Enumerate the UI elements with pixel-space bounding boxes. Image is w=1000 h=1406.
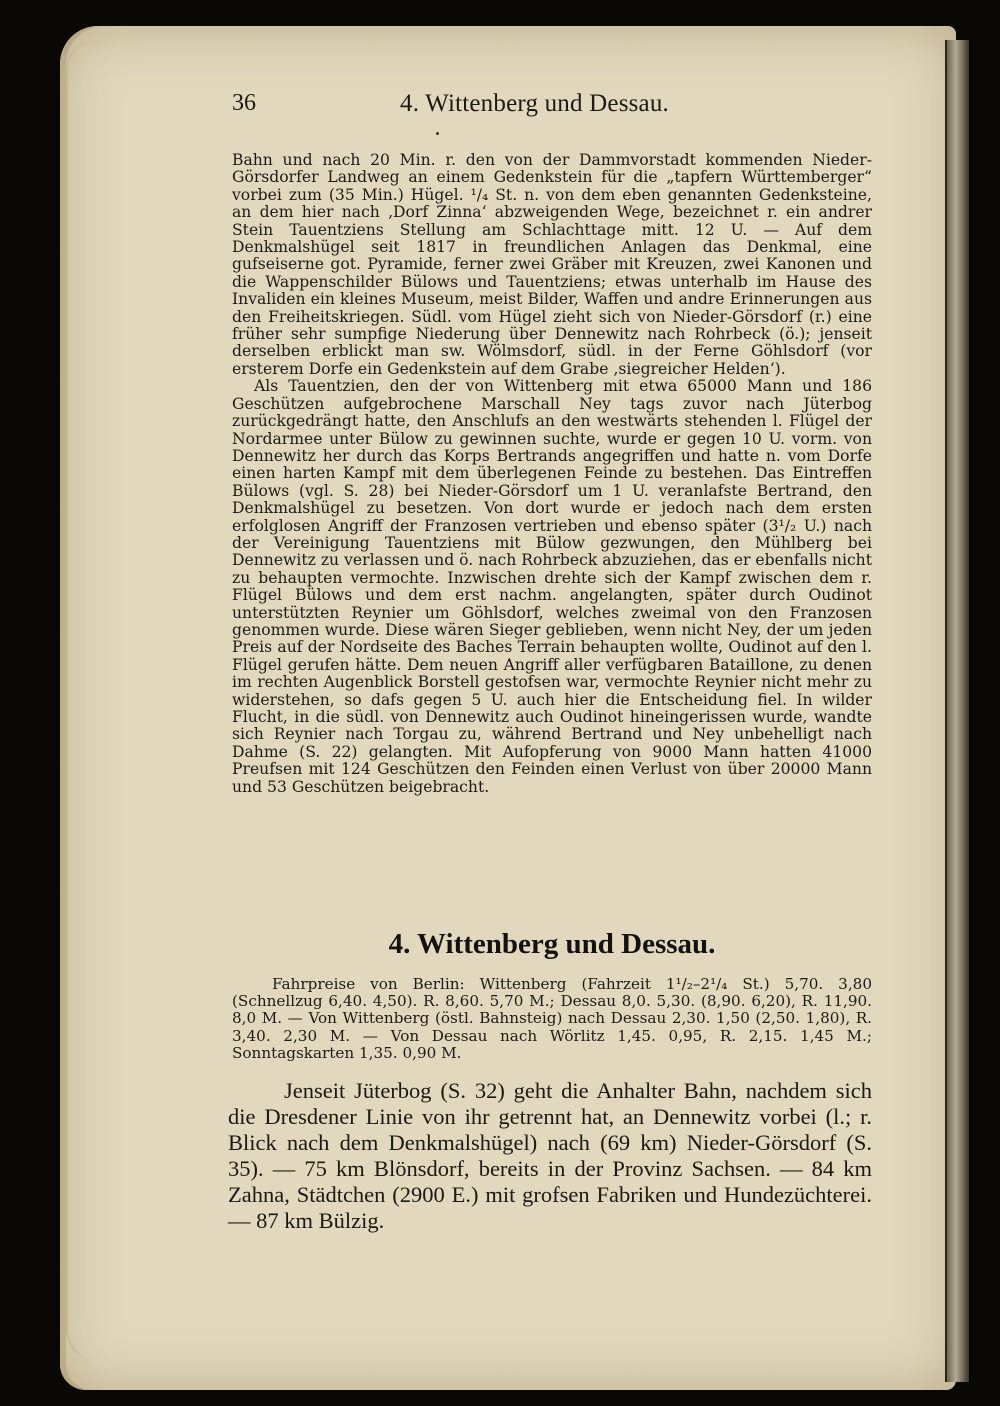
paragraph-memorial: Bahn und nach 20 Min. r. den von der Dammvorstadt kommenden Nieder-Görsdorfer Landweg an einem Gedenkstein für die „tapfern Württemberger“ vorbei zum (35 Min.) Hügel. ¹/₄ St. n. von dem eben genannten Gedenksteine, an dem hier nach ‚Dorf Zinna‘ abzweigenden Wege, bezeichnet r. ein andrer Stein Tauentziens Stellung am Schlachttage mitt. 12 U. — Auf dem Denkmalshügel seit 1817 in freundlichen Anlagen das Denkmal, eine gufseiserne got. Pyramide, ferner zwei Gräber mit Kreuzen, zwei Kanonen und die Wappenschilder Bülows und Tauentziens; etwas unterhalb im Hause des Invaliden ein kleines Museum, meist Bilder, Waffen und andre Erinnerungen aus den Freiheitskriegen. Südl. vom Hügel zieht sich von Nieder-Görsdorf (r.) eine früher sehr sumpfige Niederung über Dennewitz nach Rohrbeck (ö.); jenseit derselben erblickt man sw. Wölmsdorf, südl. in der Ferne Göhlsdorf (vor ersterem Dorfe ein Gedenkstein auf dem Grabe ‚siegreicher Helden‘). (232, 151, 872, 378)
section-heading: 4. Wittenberg und Dessau. (388, 928, 716, 960)
fares-block (232, 976, 872, 1062)
main-text-block (232, 152, 872, 796)
fares-paragraph: Fahrpreise von Berlin: Wittenberg (Fahrzeit 1¹/₂–2¹/₄ St.) 5,70. 3,80 (Schnellzug 6,40. 4,50). R. 8,60. 5,70 M.; Dessau 8,0. 5,30. (8,90. 6,20), R. 11,90. 8,0 M. — Von Wittenberg (östl. Bahnsteig) nach Dessau 2,30. 1,50 (2,50. 1,80), R. 3,40. 2,30 M. — Von Dessau nach Wörlitz 1,45. 0,95, R. 2,15. 1,45 M.; Sonntagskarten 1,35. 0,90 M. (232, 975, 872, 1062)
route-block (228, 1078, 872, 1234)
paragraph-battle: Als Tauentzien, den der von Wittenberg mit etwa 65000 Mann und 186 Geschützen aufgebrochene Marschall Ney tags zuvor nach Jüterbog zurückgedrängt hatte, den Anschlufs an den westwärts stehenden l. Flügel der Nordarmee unter Bülow zu gewinnen suchte, wurde er gegen 10 U. vorm. von Dennewitz her durch das Korps Bertrands angegriffen und hatte n. vom Dorfe einen harten Kampf mit dem überlegenen Feinde zu bestehen. Das Eintreffen Bülows (vgl. S. 28) bei Nieder-Görsdorf um 1 U. veranlafste Bertrand, den Denkmalshügel zu besetzen. Von dort wurde er jedoch nach dem ersten erfolglosen Angriff der Franzosen vertrieben und ebenso später (3¹/₂ U.) nach der Vereinigung Tauentziens mit Bülow gezwungen, den Mühlberg bei Dennewitz zu verlassen und ö. nach Rohrbeck abzuziehen, das er ebenfalls nicht zu behaupten vermochte. Inzwischen drehte sich der Kampf zwischen dem r. Flügel Bülows und dem erst nachm. angelangten, später durch Oudinot unterstützten Reynier um Göhlsdorf, welches zweimal von den Franzosen genommen wurde. Diese wären Sieger geblieben, wenn nicht Ney, der um jeden Preis auf der Nordseite des Baches Terrain behaupten wollte, Oudinot auf den l. Flügel gerufen hätte. Dem neuen Angriff aller verfügbaren Bataillone, zu denen im rechten Augenblick Borstell gestofsen war, vermochte Reynier nicht mehr zu widerstehen, so dafs gegen 5 U. auch hier die Entscheidung fiel. In wilder Flucht, in die südl. von Dennewitz auch Oudinot hineingerissen wurde, wandte sich Reynier nach Torgau zu, während Bertrand und Ney unbehelligt nach Dahme (S. 22) gelangten. Mit Aufopferung von 9000 Mann hatten 41000 Preufsen mit 124 Geschützen den Feinden einen Verlust von über 20000 Mann und 53 Geschützen beigebracht. (232, 377, 872, 796)
page-fold-shadow (66, 40, 108, 1360)
route-paragraph: Jenseit Jüterbog (S. 32) geht die Anhalter Bahn, nachdem sich die Dresdener Linie von ihr getrennt hat, an Dennewitz vorbei (l.; r. Blick nach dem Denkmalshügel) nach (69 km) Nieder-Görsdorf (S. 35). — 75 km Blönsdorf, bereits in der Provinz Sachsen. — 84 km Zahna, Städtchen (2900 E.) mit grofsen Fabriken und Hundezüchterei. — 87 km Bülzig. (228, 1078, 872, 1233)
page-number: 36 (232, 90, 256, 116)
ink-speck (436, 132, 439, 135)
book-spine-edge (945, 40, 969, 1382)
running-head: 4. Wittenberg und Dessau. (400, 90, 670, 117)
page-header (232, 90, 872, 130)
